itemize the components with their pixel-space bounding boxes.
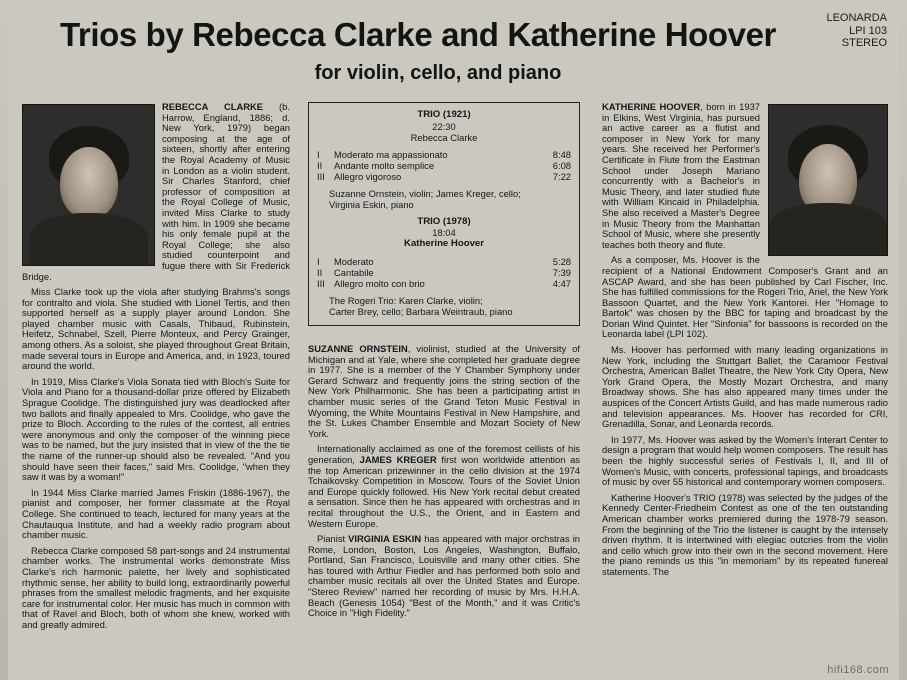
paragraph: Internationally acclaimed as one of the foremost cellists of his generation, JAMES KREGER first won worldwide attention as the top American prizewinner in the cello division at the 1974 Tchaikovsky Competition in Moscow. Tours of the Soviet Union and Europe quickly followed. His New York recital debut created a sensation. Since then he has appeared with orchestras and in recital throughout the U.S., the Orient, and in Eastern and Western Europe.	[308, 443, 580, 529]
track-time: 7:22	[552, 170, 571, 182]
track-time: 4:47	[552, 277, 571, 289]
work2-heading: TRIO (1978)	[417, 215, 471, 227]
track-number: I	[317, 255, 320, 267]
paragraph: Pianist VIRGINIA ESKIN has appeared with major orchstras in Rome, London, Boston, Los Angeles, Washington, Buffalo, Portland, San Francisco, Louisville and many other cities. She has toured with Arthur Fiedler and has performed both solo and chamber music recitals all over the United States and Europe. "Stereo Review" named her recording of music by Mrs. H.H.A. Beach (Genesis 1054) "Best of the Month," and it was Critic's Choice in "High Fidelity."	[308, 533, 581, 619]
track-number: II	[317, 266, 323, 278]
work2-performers	[317, 295, 571, 317]
paragraph: Miss Clarke took up the viola after studying Brahms's songs for contralto and viola. She studied with Lionel Tertis, and then supported herself as a supply player around London. She played chamber music with Casals, Thibaud, Rubinstein, Heifetz, Schnabel, Szell, Pierre Monteux, and Percy Grainger, among others. As a soloist, she played throughout Great Britain, made several tours in Europe and America, and, in 1923, toured around the world.	[22, 286, 290, 372]
track-listing-box	[308, 102, 580, 326]
track-number: III	[317, 277, 325, 289]
column-katherine-hoover	[602, 102, 888, 583]
track-title: Allegro molto con brio	[334, 277, 425, 289]
work2-duration: 18:04	[432, 227, 456, 238]
page-title: Trios by Rebecca Clarke and Katherine Hoover	[59, 16, 776, 53]
paragraph: Ms. Hoover has performed with many leading organizations in New York, including the Stuttgart Ballet, the Caramoor Festival Orchestra, American Ballet Theatre, the New York City Opera, New York Grand Opera, the Mostly Mozart Orchestra, and many Broadway shows. She has also appeared many times under the auspices of the Concert Artists Guild, and has made numerous radio and television appearances. Ms. Hoover has recorded for CRI, Grenadilla, Sonar, and Leonarda records.	[602, 344, 888, 430]
track-row	[317, 278, 571, 289]
column-performers	[308, 344, 580, 624]
track-row	[317, 149, 571, 160]
paragraph: As a composer, Ms. Hoover is the recipient of a National Endowment Composer's Grant and an ASCAP Award, and she has been published by Carl Fischer, Inc. She has fulfilled commissions for the Rogeri Trio, Ariel, the New York Bassoon Quartet, and the New York Kantorei. Her "Homage to Bartok" was chosen by the BBC for taping and broadcast by the Dorian Wind Quintet. Her "Sinfonia" for bassoons is recorded on the Leonarda label (LPI 102).	[602, 254, 888, 340]
track-time: 7:39	[552, 266, 571, 278]
paragraph: In 1919, Miss Clarke's Viola Sonata tied with Bloch's Suite for Viola and Piano for a thousand-dollar prize offered by Elizabeth Sprague Coolidge. The distinguished jury was deadlocked after two ballots and finally appealed to Mrs. Coolidge, who gave the prize to Bloch. According to the rules of the contest, all entries were anonymous and only the composer of the winning piece was to be named, but the jury insisted that in view of the the tie the name of the runner-up should also be revealed. "And you should have seen their faces," said Mrs. Coolidge, "when they saw it was by a woman!"	[22, 375, 290, 483]
work2-composer: Katherine Hoover	[404, 238, 484, 249]
column-rebecca-clarke	[22, 102, 290, 636]
track-row	[317, 256, 571, 267]
catalog-stereo: STEREO	[841, 37, 887, 49]
track-row	[317, 160, 571, 171]
performer-line: Carter Brey, cello; Barbara Weintraub, piano	[329, 305, 513, 317]
track-time: 8:48	[552, 148, 571, 160]
watermark: hifi168.com	[827, 664, 889, 676]
track-title: Moderato ma appassionato	[334, 148, 448, 160]
paragraph: In 1944 Miss Clarke married James Friskin (1886-1967), the pianist and composer, her former classmate at the Royal College. She continued to teach, lectured for many years at the Chautauqua Institute, and had a weekly radio program about chamber music.	[22, 486, 290, 541]
track-time: 5:28	[552, 255, 571, 267]
work1-duration: 22:30	[432, 120, 456, 132]
track-number: II	[317, 159, 323, 171]
catalog-label: LEONARDA	[826, 12, 887, 24]
track-title: Allegro vigoroso	[334, 170, 402, 182]
paragraph: In 1977, Ms. Hoover was asked by the Women's Interart Center to design a program that would help women composers. The result has been the highly successful series of Festivals I, II, and III of Women's Music, with concerts, professional tapings, and broadcasts of music by over 55 historical and contemporary women composers.	[602, 433, 888, 488]
track-row	[317, 171, 571, 182]
work1-performers	[317, 188, 571, 210]
work1-composer: Rebecca Clarke	[410, 131, 478, 143]
track-row	[317, 267, 571, 278]
track-time: 6:08	[552, 159, 571, 171]
page-subtitle: for violin, cello, and piano	[314, 62, 562, 84]
paragraph: Katherine Hoover's TRIO (1978) was selected by the judges of the Kennedy Center-Friedheim Contest as one of the ten outstanding American chamber works premiered during the 1978-79 season. From the beginning of the Trio the listener is caught by the intensely driven rhythm. It is intertwined with elegiac outcries from the violin and cello which grow into their own in the second movement. Here the piano reminds us this "in memoriam" by its repeated funereal statements. The	[602, 491, 888, 577]
performer-line: Suzanne Ornstein, violin; James Kreger, cello;	[329, 187, 521, 199]
track-number: III	[317, 170, 325, 182]
paragraph: SUZANNE ORNSTEIN, violinist, studied at the University of Michigan and at Yale, where she completed her graduate degree in 1977. She is a member of the Y Chamber Symphony under Gerard Schwarz and frequently joins the string section of the New York Philharmonic. She has been a participating artist in chamber music series of the Grand Teton Music Festival in Wyoming, the White Mountains Festival in New Hampshire, and the St. Lukes Chamber Ensemble and Mozart Society of New York.	[308, 343, 580, 439]
performer-line: Virginia Eskin, piano	[329, 198, 414, 210]
track-title: Moderato	[334, 255, 374, 267]
portrait-rebecca-clarke	[22, 104, 155, 266]
track-title: Andante molto semplice	[334, 159, 435, 171]
portrait-katherine-hoover	[768, 104, 888, 256]
catalog-info	[826, 12, 887, 50]
performer-line: The Rogeri Trio: Karen Clarke, violin;	[329, 294, 483, 306]
paragraph: KATHERINE HOOVER, born in 1937 in Elkins, West Virginia, has pursued an active career as a flutist and composer in New York for many years. She received her Performer's Certificate in Flute from the Eastman School under Joseph Mariano concurrently with a Bachelor's in Music Theory, and later studied flute with William Kincaid in Philadelphia. She also received a Master's Degree in Music Theory from the Manhattan School of Music, where she presently teaches both theory and flute.	[602, 101, 760, 250]
track-number: I	[317, 148, 320, 160]
paragraph: REBECCA CLARKE (b. Harrow, England, 1886; d. New York, 1979) began composing at the age of sixteen, shortly after entering the Royal Academy of Music in London as a violin student. Sir Charles Stanford, chief professor of composition at the Royal College of Music, invited Miss Clarke to study with him. In 1909 she became his only female pupil at the Royal College; she also studied counterpoint and fugue there with Sir Frederick Bridge.	[22, 101, 290, 282]
catalog-number: LPI 103	[849, 24, 887, 37]
work1-heading: TRIO (1921)	[417, 109, 471, 120]
track-title: Cantabile	[334, 266, 374, 278]
paragraph: Rebecca Clarke composed 58 part-songs and 24 instrumental chamber works. The instrumental works demonstrate Miss Clarke's rich harmonic palette, her lively and sophisticated rhythmic sense, her ability to build long, extraordinarily powerful phrases from the smallest melodic fragments, and her exquisite care for instrumental color. Her music has much in common with that of Ravel and Bloch, both of whom she knew, worked with and greatly admired.	[22, 544, 290, 630]
liner-notes-page	[8, 4, 899, 680]
